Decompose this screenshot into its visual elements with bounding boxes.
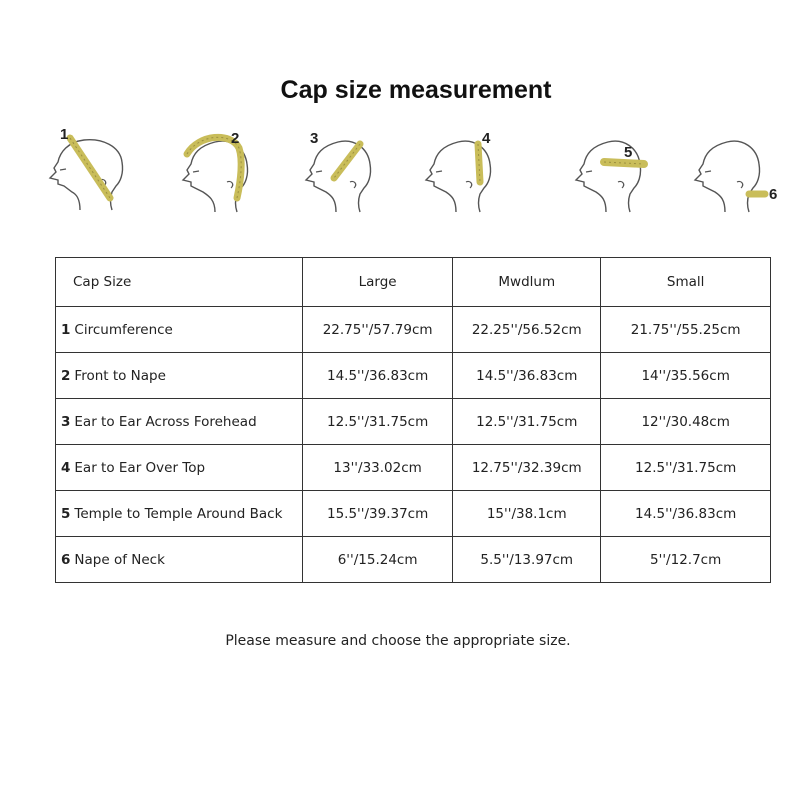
diagram-label-1: 1 bbox=[60, 126, 69, 143]
value-cell bbox=[453, 491, 601, 537]
row-number: 3 bbox=[61, 413, 71, 430]
value-cell bbox=[453, 307, 601, 353]
diagram-label-6: 6 bbox=[769, 186, 778, 203]
header-medium: Mwdlum bbox=[453, 258, 601, 307]
value-medium: 15''/38.1cm bbox=[486, 505, 567, 522]
table-row bbox=[56, 491, 771, 537]
value-small: 14.5''/36.83cm bbox=[635, 505, 737, 522]
table-row bbox=[56, 353, 771, 399]
value-medium: 12.5''/31.75cm bbox=[476, 413, 578, 430]
value-small: 12.5''/31.75cm bbox=[635, 459, 737, 476]
diagram-label-4: 4 bbox=[482, 130, 491, 147]
row-label: Circumference bbox=[74, 321, 173, 338]
value-cell bbox=[601, 537, 771, 583]
value-cell bbox=[601, 353, 771, 399]
value-cell bbox=[303, 307, 453, 353]
diagram-label-2: 2 bbox=[231, 130, 240, 147]
value-large: 15.5''/39.37cm bbox=[326, 505, 429, 522]
row-number: 4 bbox=[61, 459, 71, 476]
value-large: 6''/15.24cm bbox=[337, 551, 418, 568]
value-cell bbox=[303, 353, 453, 399]
value-cell bbox=[453, 399, 601, 445]
row-label-cell bbox=[56, 399, 303, 445]
instruction-note: Please measure and choose the appropriate size. bbox=[225, 633, 571, 649]
head-diagram-2 bbox=[165, 120, 285, 220]
row-label: Nape of Neck bbox=[74, 551, 165, 568]
header-large: Large bbox=[303, 258, 453, 307]
value-cell bbox=[303, 537, 453, 583]
header-cell bbox=[56, 258, 303, 307]
value-medium: 22.25''/56.52cm bbox=[471, 321, 582, 338]
value-cell bbox=[453, 353, 601, 399]
row-label-cell bbox=[56, 353, 303, 399]
value-cell bbox=[453, 445, 601, 491]
row-label-cell bbox=[56, 445, 303, 491]
value-medium: 12.75''/32.39cm bbox=[471, 459, 582, 476]
header-small: Small bbox=[601, 258, 771, 307]
row-number: 1 bbox=[61, 321, 71, 338]
diagram-label-5: 5 bbox=[624, 144, 633, 161]
value-medium: 14.5''/36.83cm bbox=[476, 367, 578, 384]
row-label: Ear to Ear Across Forehead bbox=[74, 413, 257, 430]
value-small: 21.75''/55.25cm bbox=[630, 321, 741, 338]
row-label: Temple to Temple Around Back bbox=[74, 505, 283, 522]
head-diagram-6 bbox=[685, 120, 800, 220]
value-cell bbox=[601, 445, 771, 491]
value-small: 5''/12.7cm bbox=[650, 551, 722, 568]
row-label: Front to Nape bbox=[74, 367, 166, 384]
table-row bbox=[56, 537, 771, 583]
value-large: 22.75''/57.79cm bbox=[322, 321, 433, 338]
table-header-row bbox=[56, 258, 771, 307]
page-title: Cap size measurement bbox=[280, 76, 552, 104]
measurement-diagrams bbox=[0, 120, 800, 220]
row-number: 6 bbox=[61, 551, 71, 568]
value-cell bbox=[601, 399, 771, 445]
value-large: 13''/33.02cm bbox=[333, 459, 422, 476]
value-small: 14''/35.56cm bbox=[641, 367, 730, 384]
value-large: 14.5''/36.83cm bbox=[326, 367, 429, 384]
size-chart-table bbox=[55, 257, 771, 583]
header-cap-size: Cap Size bbox=[73, 274, 132, 290]
value-cell bbox=[601, 307, 771, 353]
value-cell bbox=[303, 491, 453, 537]
table-row bbox=[56, 307, 771, 353]
head-diagram-1 bbox=[40, 120, 160, 220]
value-large: 12.5''/31.75cm bbox=[326, 413, 429, 430]
diagram-label-3: 3 bbox=[310, 130, 319, 147]
value-cell bbox=[303, 399, 453, 445]
table-row bbox=[56, 399, 771, 445]
head-diagram-5 bbox=[560, 120, 680, 220]
head-diagram-3 bbox=[290, 120, 410, 220]
head-diagram-4 bbox=[410, 120, 530, 220]
row-label: Ear to Ear Over Top bbox=[74, 459, 206, 476]
value-cell bbox=[453, 537, 601, 583]
value-cell bbox=[303, 445, 453, 491]
row-number: 5 bbox=[61, 505, 71, 522]
value-medium: 5.5''/13.97cm bbox=[480, 551, 574, 568]
row-label-cell bbox=[56, 491, 303, 537]
value-small: 12''/30.48cm bbox=[641, 413, 730, 430]
row-label-cell bbox=[56, 307, 303, 353]
table-row bbox=[56, 445, 771, 491]
value-cell bbox=[601, 491, 771, 537]
row-label-cell bbox=[56, 537, 303, 583]
row-number: 2 bbox=[61, 367, 71, 384]
